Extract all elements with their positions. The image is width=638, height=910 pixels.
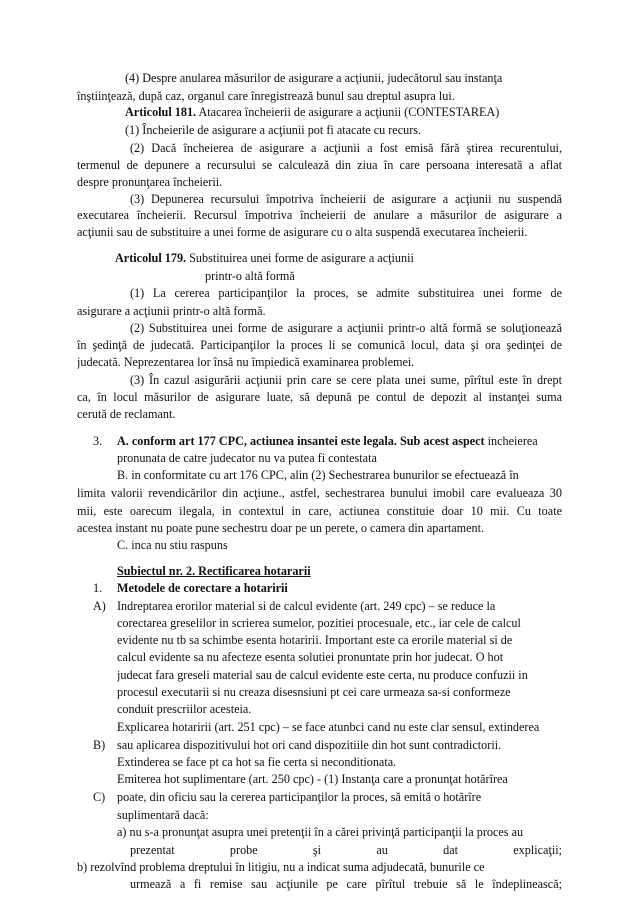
article-181-heading — [125, 104, 610, 121]
article-181-title: Atacarea încheierii de asigurare a acţiunii (CONTESTAREA) — [196, 105, 500, 119]
text-line: în şedinţă de judecată. Participanţilor la proces li se comunică locul, data şi ora şedinţei de — [77, 338, 562, 352]
article-179-label: Articolul 179. — [115, 251, 187, 265]
text-line: acţiunii sau de substituire a unei forme de asigurare cu o alta suspendă executarea încheierii. — [77, 225, 528, 239]
article-179-title: Substituirea unei forme de asigurare a acţiunii — [186, 251, 414, 265]
section-title: Subiectul nr. 2. Rectificarea hotararii — [117, 564, 311, 578]
text-line: conduit prescriilor acesteia. — [117, 702, 252, 716]
text-line: printr-o altă formă — [205, 269, 295, 283]
item-letter: A) — [93, 599, 106, 613]
text-line: Emiterea hot suplimentare (art. 250 cpc) - (1) Instanţa care a pronunţat hotărîrea — [117, 772, 508, 786]
text-line: termenul de depunere a recursului se calculează din ziua în care persoana interesată a aflat — [77, 158, 562, 172]
text-line: (2) Substituirea unei forme de asigurare a acţiunii printr-o altă formă se soluţionează — [130, 321, 562, 335]
text-line: B. in conformitate cu art 176 CPC, alin (2) Sechestrarea bunurilor se efectuează în — [117, 468, 519, 482]
item-3-heading — [117, 433, 562, 450]
text-line: sau aplicarea dispozitivului hot ori cand dispozitiile din hot sunt contradictorii. — [117, 738, 502, 752]
item-1-heading: Metodele de corectare a hotaririi — [117, 581, 288, 595]
text-line: pronunata de catre judecator nu va putea fi contestata — [117, 451, 377, 465]
text-line: cerută de reclamant. — [77, 407, 176, 421]
article-179-heading — [115, 250, 600, 267]
article-181-label: Articolul 181. — [125, 105, 197, 119]
item-3-text: incheierea — [484, 434, 538, 448]
text-line: Indreptarea erorilor material si de calcul evidente (art. 249 cpc) – se reduce la — [117, 599, 496, 613]
text-line: evidente nu tb sa schimbe esenta hotaririi. Important este ca erorile material si de — [117, 633, 513, 647]
text-line: (1) Încheierile de asigurare a acţiunii pot fi atacate cu recurs. — [125, 123, 422, 137]
text-line: judecată. Neprezentarea lor însă nu împiedică examinarea problemei. — [77, 355, 415, 369]
item-number: 1. — [93, 581, 103, 595]
text-line: calcul evidente sa nu afecteze esenta solutiei pronuntate prin hor judecat. O hot — [117, 650, 504, 664]
text-line: despre pronunţarea încheierii. — [77, 175, 223, 189]
text-line: prezentat probe şi au dat explicaţii; — [130, 843, 562, 857]
text-line: mii, este oarecum ilegala, in contextul in care, actiunea constituie doar 10 mii. Cu toate — [77, 504, 562, 518]
text-line: executarea încheierii. Recursul împotriva încheierii de anulare a măsurilor de asigurare a — [77, 208, 562, 222]
text-line: C. inca nu stiu raspuns — [117, 538, 228, 552]
text-line: poate, din oficiu sau la cererea participanţilor la proces, să emită o hotărîre — [117, 790, 482, 804]
text-line: procesul executarii si nu creaza disesnsiuni pt cei care urmeaza sa-si conformeze — [117, 685, 511, 699]
text-line: (3) Depunerea recursului împotriva încheierii de asigurare a acţiunii nu suspendă — [130, 192, 562, 206]
text-line: b) rezolvînd problema dreptului în litigiu, nu a indicat suma adjudecată, bunurile ce — [77, 860, 485, 874]
text-line: a) nu s-a pronunţat asupra unei pretenţii în a cărei privinţă participanţii la proces au — [117, 825, 524, 839]
text-line: urmează a fi remise sau acţiunile pe care pîrîtul trebuie să le îndeplinească; — [130, 877, 562, 891]
text-line: suplimentară dacă: — [117, 808, 209, 822]
text-line: ca, în locul măsurilor de asigurare luate, să depună pe contul de depozit al instanţei suma — [77, 390, 562, 404]
text-line — [77, 893, 562, 910]
item-letter: B) — [93, 738, 106, 752]
text-line: acestea instant nu poate pune sechestru doar pe un perete, o camera din apartament. — [77, 521, 485, 535]
text-line: (1) La cererea participanţilor la proces, se admite substituirea unei forme de — [130, 286, 562, 300]
item-letter: C) — [93, 790, 106, 804]
text-line: (2) Dacă încheierea de asigurare a acţiunii a fost emisă fără ştirea recurentului, — [130, 141, 562, 155]
item-3-bold-text: A. conform art 177 CPC, actiunea insantei este legala. Sub acest aspect — [117, 434, 485, 448]
item-number: 3. — [93, 434, 103, 448]
text-line: înştiinţează, după caz, organul care înregistrează bunul sau dreptul asupra lui. — [77, 89, 455, 103]
text-line: limita valorii revendicărilor din acţiune., astfel, sechestrarea bunului imobil care evalueaza 30 — [77, 486, 562, 500]
text-line: corectarea greselilor in scrierea sumelor, pozitiei procesuale, etc., iar cele de calcul — [117, 616, 521, 630]
text-line: (4) Despre anularea măsurilor de asigurare a acţiunii, judecătorul sau instanţa — [125, 71, 503, 85]
text-line: Extinderea se face pt ca hot sa fie certa si neconditionata. — [117, 755, 397, 769]
text-line: Explicarea hotaririi (art. 251 cpc) – se face atunbci cand nu este clar sensul, extinderea — [117, 720, 540, 734]
text-line: judecat fara greseli material sau de calcul evidente este certa, nu produce confuzii in — [117, 668, 528, 682]
text-line: asigurare a acţiunii printr-o altă formă. — [77, 304, 266, 318]
text-line: (3) În cazul asigurării acţiunii prin care se cere plata unei sume, pîrîtul este în drept — [130, 373, 562, 387]
